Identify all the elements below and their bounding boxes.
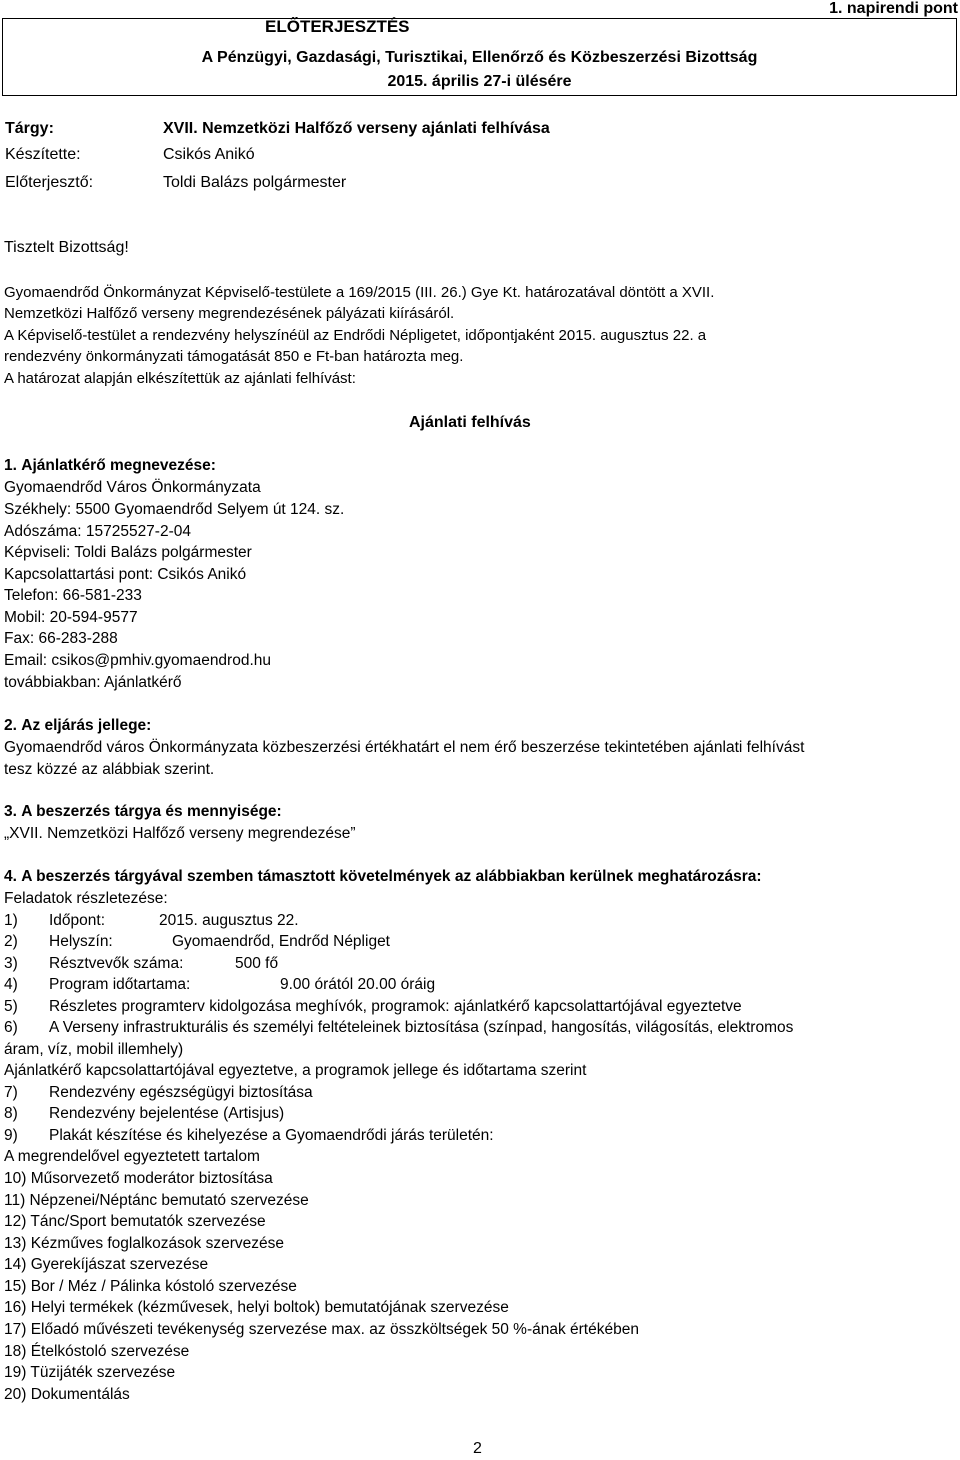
- task-label: A Verseny infrastrukturális és személyi feltételeinek biztosítása (színpad, hangosítás, világosítás, elektromos: [49, 1019, 794, 1036]
- task-number: 3): [4, 955, 18, 972]
- presenter-value: Toldi Balázs polgármester: [163, 174, 347, 191]
- document-title: ELŐTERJESZTÉS: [265, 17, 410, 36]
- task-item: [4, 954, 279, 974]
- task-item: [4, 1104, 285, 1124]
- section-4-subtitle: Feladatok részletezése:: [4, 890, 168, 907]
- section-1-line: Gyomaendrőd Város Önkormányzata: [4, 479, 261, 496]
- task-number: 6): [4, 1019, 18, 1036]
- task-item: [4, 1126, 494, 1146]
- task-note: Ajánlatkérő kapcsolattartójával egyeztetve, a programok jellege és időtartama szerint: [4, 1062, 587, 1079]
- section-1-title: Ajánlatkérő megnevezése:: [21, 457, 216, 474]
- task-number: 7): [4, 1084, 18, 1101]
- meeting-date: 2015. április 27-i ülésére: [387, 73, 572, 90]
- subject-label: Tárgy:: [5, 120, 54, 137]
- call-title: Ajánlati felhívás: [409, 414, 531, 431]
- section-3-title: A beszerzés tárgya és mennyisége:: [21, 803, 282, 820]
- committee-name: A Pénzügyi, Gazdasági, Turisztikai, Ellenőrző és Közbeszerzési Bizottság: [201, 49, 758, 66]
- task-item: 11) Népzenei/Néptánc bemutató szervezése: [4, 1192, 309, 1209]
- task-item: 15) Bor / Méz / Pálinka kóstoló szervezése: [4, 1278, 297, 1295]
- section-4-title: A beszerzés tárgyával szemben támasztott követelmények az alábbiakban kerülnek meghatározásra:: [21, 868, 762, 885]
- task-note: A megrendelővel egyeztetett tartalom: [4, 1148, 260, 1165]
- section-1-heading: [4, 456, 216, 476]
- task-item: 13) Kézműves foglalkozások szervezése: [4, 1235, 284, 1252]
- task-label: Rendezvény bejelentése (Artisjus): [49, 1105, 285, 1122]
- task-item-continuation: áram, víz, mobil illemhely): [4, 1041, 184, 1058]
- task-label: Időpont:: [49, 912, 106, 929]
- intro-line: Gyomaendrőd Önkormányzat Képviselő-testülete a 169/2015 (III. 26.) Gye Kt. határozatával döntött a XVII.: [4, 284, 715, 301]
- task-item: [4, 932, 390, 952]
- section-1-line: Adószáma: 15725527-2-04: [4, 523, 191, 540]
- header-box: [2, 18, 957, 96]
- section-1-line: Székhely: 5500 Gyomaendrőd Selyem út 124. sz.: [4, 501, 345, 518]
- task-item: [4, 911, 299, 931]
- section-1-line: Email: csikos@pmhiv.gyomaendrod.hu: [4, 652, 272, 669]
- task-item: [4, 1083, 313, 1103]
- section-4-number: 4.: [4, 868, 17, 885]
- section-1-number: 1.: [4, 457, 17, 474]
- subject-value: XVII. Nemzetközi Halfőző verseny ajánlati felhívása: [163, 120, 550, 137]
- intro-line: A határozat alapján elkészítettük az ajánlati felhívást:: [4, 370, 356, 387]
- page-number: 2: [473, 1440, 482, 1457]
- section-3-line: „XVII. Nemzetközi Halfőző verseny megrendezése”: [4, 825, 356, 842]
- task-number: 9): [4, 1127, 18, 1144]
- task-item: 16) Helyi termékek (kézművesek, helyi boltok) bemutatójának szervezése: [4, 1299, 509, 1316]
- task-value: 500 fő: [235, 955, 279, 972]
- section-1-line: Telefon: 66-581-233: [4, 587, 142, 604]
- section-1-line: Mobil: 20-594-9577: [4, 609, 138, 626]
- task-item: 17) Előadó művészeti tevékenység szervezése max. az összköltségek 50 %-ának értékében: [4, 1321, 639, 1338]
- task-item: 18) Ételkóstoló szervezése: [4, 1343, 190, 1360]
- salutation: Tisztelt Bizottság!: [4, 239, 129, 256]
- section-2-title: Az eljárás jellege:: [21, 717, 152, 734]
- agenda-item-label: 1. napirendi pont: [829, 0, 958, 17]
- task-number: 1): [4, 912, 18, 929]
- section-3-number: 3.: [4, 803, 17, 820]
- task-item: 19) Tüzijáték szervezése: [4, 1364, 176, 1381]
- section-2-line: Gyomaendrőd város Önkormányzata közbeszerzési értékhatárt el nem érő beszerzése tekintetében ajánlati felhívást: [4, 739, 805, 756]
- task-item: 10) Műsorvezető moderátor biztosítása: [4, 1170, 273, 1187]
- task-item: 20) Dokumentálás: [4, 1386, 130, 1403]
- task-value: Gyomaendrőd, Endrőd Népliget: [172, 933, 390, 950]
- section-2-line: tesz közzé az alábbiak szerint.: [4, 761, 215, 778]
- intro-line: A Képviselő-testület a rendezvény helyszínéül az Endrődi Népligetet, időpontjaként 2015. augusztus 22. a: [4, 327, 707, 344]
- task-item: 14) Gyerekíjászat szervezése: [4, 1256, 209, 1273]
- task-number: 2): [4, 933, 18, 950]
- section-2-heading: [4, 716, 151, 736]
- task-number: 8): [4, 1105, 18, 1122]
- intro-line: Nemzetközi Halfőző verseny megrendezésének pályázati kiírásáról.: [4, 305, 455, 322]
- task-label: Részletes programterv kidolgozása meghívók, programok: ajánlatkérő kapcsolattartójával egyeztetve: [49, 998, 742, 1015]
- task-label: Helyszín:: [49, 933, 113, 950]
- section-2-number: 2.: [4, 717, 17, 734]
- task-value: 2015. augusztus 22.: [159, 912, 299, 929]
- section-1-line: Képviseli: Toldi Balázs polgármester: [4, 544, 252, 561]
- section-4-heading: [4, 867, 762, 887]
- task-item: [4, 997, 742, 1017]
- task-label: Résztvevők száma:: [49, 955, 184, 972]
- intro-line: rendezvény önkormányzati támogatását 850 e Ft-ban határozta meg.: [4, 348, 464, 365]
- section-1-line: Kapcsolattartási pont: Csikós Anikó: [4, 566, 247, 583]
- prepared-label: Készítette:: [5, 146, 81, 163]
- task-item: [4, 1018, 794, 1038]
- task-item: [4, 975, 436, 995]
- section-3-heading: [4, 802, 282, 822]
- section-1-line: továbbiakban: Ajánlatkérő: [4, 674, 182, 691]
- task-value: 9.00 órától 20.00 óráig: [280, 976, 436, 993]
- task-number: 4): [4, 976, 18, 993]
- task-item: 12) Tánc/Sport bemutatók szervezése: [4, 1213, 266, 1230]
- task-label: Program időtartama:: [49, 976, 191, 993]
- task-label: Plakát készítése és kihelyezése a Gyomaendrődi járás területén:: [49, 1127, 494, 1144]
- section-1-line: Fax: 66-283-288: [4, 630, 118, 647]
- task-label: Rendezvény egészségügyi biztosítása: [49, 1084, 313, 1101]
- prepared-value: Csikós Anikó: [163, 146, 255, 163]
- presenter-label: Előterjesztő:: [5, 174, 94, 191]
- task-number: 5): [4, 998, 18, 1015]
